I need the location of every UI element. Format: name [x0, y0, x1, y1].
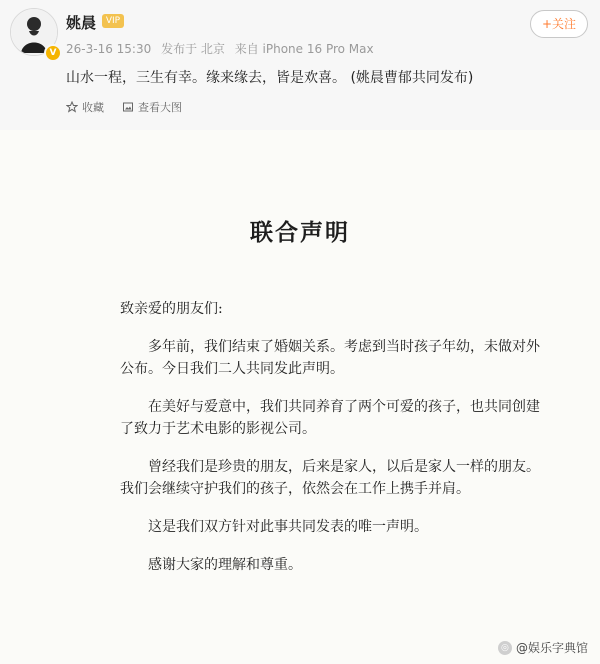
image-icon	[122, 101, 134, 113]
statement-paragraph: 在美好与爱意中，我们共同养育了两个可爱的孩子，也共同创建了致力于艺术电影的影视公司。	[120, 399, 540, 437]
collect-button[interactable]	[66, 99, 104, 115]
statement-paragraph: 曾经我们是珍贵的朋友，后来是家人，以后是家人一样的朋友。我们会继续守护我们的孩子，依然会在工作上携手并肩。	[120, 459, 540, 497]
statement-paragraph: 多年前，我们结束了婚姻关系。考虑到当时孩子年幼，未做对外公布。今日我们二人共同发此声明。	[120, 339, 540, 377]
watermark-text: @娱乐字典馆	[515, 641, 588, 655]
follow-button[interactable]: +关注	[530, 10, 588, 38]
statement-greeting: 致亲爱的朋友们:	[120, 301, 223, 317]
post-text: 山水一程，三生有幸。缘来缘去，皆是欢喜。 (姚晨曹郁共同发布)	[66, 70, 474, 86]
watermark-icon: ◎	[498, 641, 512, 655]
watermark	[498, 639, 588, 656]
post-meta	[66, 40, 380, 57]
view-large-image-label: 查看大图	[138, 101, 182, 114]
statement-body	[120, 298, 540, 576]
statement-title: 联合声明	[250, 219, 350, 246]
post-time: 26-3-16 15:30	[66, 42, 152, 56]
view-large-image-button[interactable]	[122, 99, 182, 115]
weibo-post-header	[0, 0, 600, 130]
statement-document	[0, 130, 600, 664]
author-name[interactable]: 姚晨	[66, 14, 97, 32]
statement-paragraph: 感谢大家的理解和尊重。	[148, 557, 302, 573]
post-device: 来自 iPhone 16 Pro Max	[234, 42, 374, 56]
star-icon	[66, 101, 78, 113]
vip-badge-icon: VIP	[102, 14, 124, 28]
collect-label: 收藏	[82, 101, 104, 114]
post-location: 发布于 北京	[161, 42, 225, 56]
post-actions	[66, 99, 182, 115]
verified-badge-icon: V	[44, 44, 62, 62]
statement-paragraph: 这是我们双方针对此事共同发表的唯一声明。	[148, 519, 428, 535]
